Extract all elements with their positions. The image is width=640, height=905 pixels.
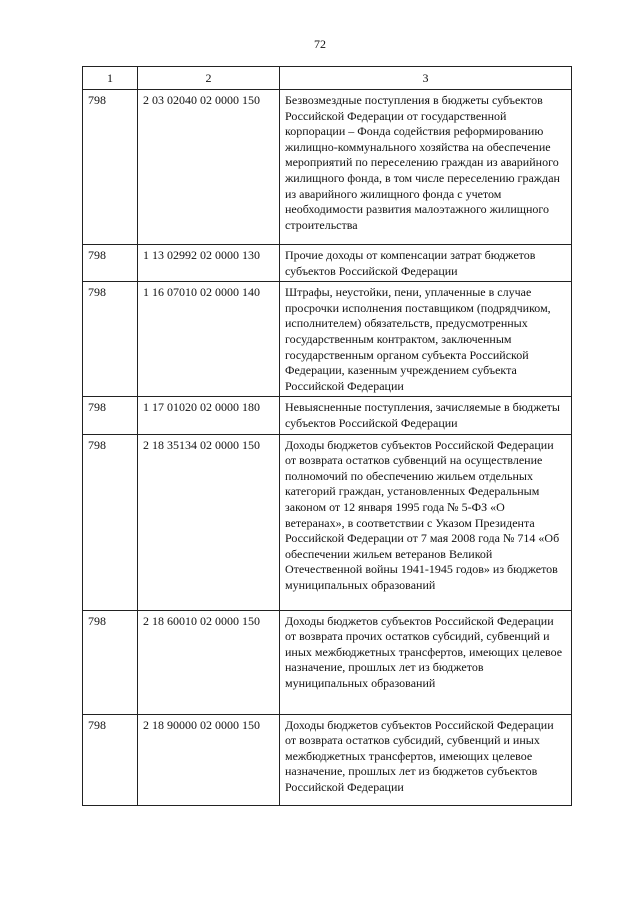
- table-row: [83, 434, 572, 610]
- revenue-name-cell: Прочие доходы от компенсации затрат бюджетов субъектов Российской Федерации: [280, 245, 572, 282]
- revenue-name-cell: Доходы бюджетов субъектов Российской Федерации от возврата остатков субвенций на осуществление полномочий по обеспечению жильем отдельных категорий граждан, установленных Федеральным законом от 12 января 1995 года № 5-ФЗ «О ветеранах», в соответствии с Указом Президента Российской Федерации от 7 мая 2008 года № 714 «Об обеспечении жильем ветеранов Великой Отечественной войны 1941-1945 годов» из бюджетов муниципальных образований: [280, 434, 572, 610]
- table-header-row: [83, 67, 572, 90]
- table-row: [83, 282, 572, 397]
- revenue-code-cell: 2 03 02040 02 0000 150: [138, 90, 280, 245]
- admin-code-cell: 798: [83, 397, 138, 434]
- revenue-code-cell: 1 16 07010 02 0000 140: [138, 282, 280, 397]
- admin-code-cell: 798: [83, 90, 138, 245]
- revenue-name-cell: Штрафы, неустойки, пени, уплаченные в случае просрочки исполнения поставщиком (подрядчиком, исполнителем) обязательств, предусмотренных государственным контрактом, заключенным государственным органом субъекта Российской Федерации, казенным учреждением субъекта Российской Федерации: [280, 282, 572, 397]
- table-row: [83, 245, 572, 282]
- header-col-1: 1: [83, 67, 138, 90]
- table-row: [83, 397, 572, 434]
- revenue-code-cell: 1 13 02992 02 0000 130: [138, 245, 280, 282]
- revenue-name-cell: Безвозмездные поступления в бюджеты субъектов Российской Федерации от государственной корпорации – Фонда содействия реформированию жилищно-коммунального хозяйства на обеспечение мероприятий по переселению граждан из аварийного жилищного фонда, в том числе переселению граждан из аварийного жилищного фонда с учетом необходимости развития малоэтажного жилищного строительства: [280, 90, 572, 245]
- revenue-name-cell: Невыясненные поступления, зачисляемые в бюджеты субъектов Российской Федерации: [280, 397, 572, 434]
- budget-codes-table: [82, 66, 572, 806]
- table-row: [83, 714, 572, 805]
- revenue-code-cell: 1 17 01020 02 0000 180: [138, 397, 280, 434]
- revenue-name-cell: Доходы бюджетов субъектов Российской Федерации от возврата прочих остатков субсидий, субвенций и иных межбюджетных трансфертов, имеющих целевое назначение, прошлых лет из бюджетов муниципальных образований: [280, 610, 572, 714]
- table-row: [83, 90, 572, 245]
- revenue-code-cell: 2 18 60010 02 0000 150: [138, 610, 280, 714]
- revenue-code-cell: 2 18 35134 02 0000 150: [138, 434, 280, 610]
- page-number: 72: [314, 37, 326, 51]
- table-row: [83, 610, 572, 714]
- revenue-code-cell: 2 18 90000 02 0000 150: [138, 714, 280, 805]
- admin-code-cell: 798: [83, 610, 138, 714]
- admin-code-cell: 798: [83, 714, 138, 805]
- admin-code-cell: 798: [83, 434, 138, 610]
- admin-code-cell: 798: [83, 245, 138, 282]
- admin-code-cell: 798: [83, 282, 138, 397]
- revenue-name-cell: Доходы бюджетов субъектов Российской Федерации от возврата остатков субсидий, субвенций и иных межбюджетных трансфертов, имеющих целевое назначение, прошлых лет из бюджетов субъектов Российской Федерации: [280, 714, 572, 805]
- header-col-2: 2: [138, 67, 280, 90]
- header-col-3: 3: [280, 67, 572, 90]
